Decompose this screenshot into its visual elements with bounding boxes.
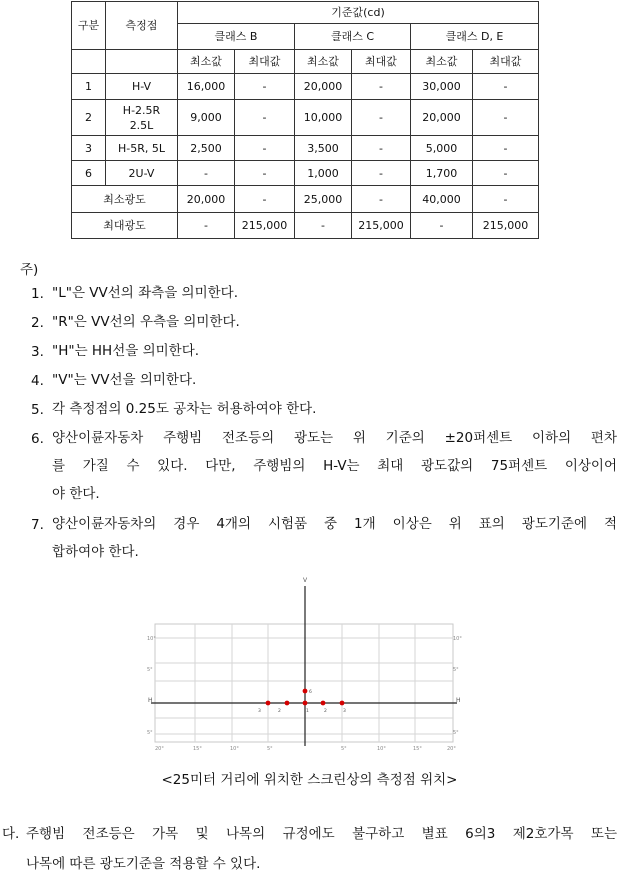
note-text: 야 한다.: [52, 486, 100, 502]
cell: 215,000: [473, 213, 539, 239]
point-label: 3: [258, 709, 261, 714]
measurement-point-h-v: [303, 701, 308, 706]
measurement-point-h-2-5l: [285, 701, 290, 706]
cell: 215,000: [352, 213, 411, 239]
cell: -: [235, 186, 295, 213]
header-class-c: 클래스 C: [295, 24, 411, 50]
note-text: 합하여야 한다.: [52, 544, 139, 560]
cell: -: [473, 161, 539, 186]
x-tick-label: 15°: [193, 746, 202, 752]
header-max: 최대값: [352, 50, 411, 74]
x-tick-label: 20°: [447, 746, 456, 752]
row-point: H-2.5R 2.5L: [106, 100, 178, 136]
h-label: H: [456, 697, 461, 704]
measurement-points-figure: [147, 576, 465, 756]
x-tick-label: 10°: [377, 746, 386, 752]
header-min: 최소값: [178, 50, 235, 74]
cell: 30,000: [411, 74, 473, 100]
cell: -: [473, 186, 539, 213]
note-number: 6.: [31, 431, 44, 447]
cell: -: [473, 74, 539, 100]
x-tick-label: 5°: [341, 746, 347, 752]
max-row-label: 최대광도: [72, 213, 178, 239]
cell: -: [295, 213, 352, 239]
paragraph-line: 주행빔 전조등은 가목 및 나목의 규정에도 불구하고 별표 6의3 제2호가목 또는: [26, 826, 617, 842]
cell: -: [235, 74, 295, 100]
cell: 3,500: [295, 136, 352, 161]
y-tick-label: 5°: [453, 667, 459, 673]
note-text: 양산이륜자동차 주행빔 전조등의 광도는 위 기준의 ±20퍼센트 이하의 편차: [52, 430, 617, 446]
row-no: 1: [72, 74, 106, 100]
y-tick-label: 5°: [147, 667, 153, 673]
header-min: 최소값: [295, 50, 352, 74]
cell: -: [473, 136, 539, 161]
cell: 20,000: [295, 74, 352, 100]
note-text: "H"는 HH선을 의미한다.: [52, 343, 200, 359]
row-no: 3: [72, 136, 106, 161]
header-max: 최대값: [235, 50, 295, 74]
cell: 5,000: [411, 136, 473, 161]
cell: -: [178, 213, 235, 239]
row-no: 6: [72, 161, 106, 186]
cell: -: [352, 74, 411, 100]
point-label: 6: [309, 690, 312, 695]
measurement-point-2u-v: [303, 689, 308, 694]
x-tick-label: 20°: [155, 746, 164, 752]
header-max: 최대값: [473, 50, 539, 74]
x-tick-label: 10°: [230, 746, 239, 752]
note-text: "V"는 VV선을 의미한다.: [52, 372, 197, 388]
header-point: 측정점: [106, 2, 178, 50]
h-label: H: [148, 697, 153, 704]
cell: 2,500: [178, 136, 235, 161]
y-tick-label: 10°: [453, 636, 462, 642]
point-label: 3: [343, 709, 346, 714]
cell: 20,000: [178, 186, 235, 213]
table-row: [72, 213, 539, 239]
cell: -: [411, 213, 473, 239]
header-class-de: 클래스 D, E: [411, 24, 539, 50]
cell: 1,000: [295, 161, 352, 186]
header-class-b: 클래스 B: [178, 24, 295, 50]
table-row: [72, 186, 539, 213]
row-point: H-V: [106, 74, 178, 100]
note-number: 4.: [31, 373, 44, 389]
cell: -: [352, 161, 411, 186]
y-tick-label: 5°: [453, 730, 459, 736]
note-number: 1.: [31, 286, 44, 302]
cell: -: [352, 186, 411, 213]
measurement-point-h-5l: [266, 701, 271, 706]
cell: 16,000: [178, 74, 235, 100]
note-text: "L"은 VV선의 좌측을 의미한다.: [52, 285, 238, 301]
x-tick-label: 5°: [267, 746, 273, 752]
row-point: 2U-V: [106, 161, 178, 186]
note-number: 3.: [31, 344, 44, 360]
cell: -: [178, 161, 235, 186]
point-label: 2: [324, 709, 327, 714]
cell: -: [235, 100, 295, 136]
note-text: "R"은 VV선의 우측을 의미한다.: [52, 314, 240, 330]
header-min: 최소값: [411, 50, 473, 74]
cell: -: [352, 136, 411, 161]
table-row: [72, 161, 539, 186]
note-number: 2.: [31, 315, 44, 331]
cell: -: [235, 161, 295, 186]
y-tick-label: 10°: [147, 636, 156, 642]
header-reference: 기준값(cd): [178, 2, 539, 24]
note-text: 각 측정점의 0.25도 공차는 허용하여야 한다.: [52, 401, 317, 417]
screen-diagram: [147, 576, 465, 752]
cell: 1,700: [411, 161, 473, 186]
note-text: 양산이륜자동차의 경우 4개의 시험품 중 1개 이상은 위 표의 광도기준에 적: [52, 516, 617, 532]
header-category: 구분: [72, 2, 106, 50]
cell: 215,000: [235, 213, 295, 239]
empty-cell: [72, 50, 106, 74]
cell: 40,000: [411, 186, 473, 213]
x-tick-label: 15°: [413, 746, 422, 752]
figure-caption: <25미터 거리에 위치한 스크린상의 측정점 위치>: [161, 772, 458, 788]
paragraph-line: 나목에 따른 광도기준을 적용할 수 있다.: [26, 856, 261, 872]
cell: 10,000: [295, 100, 352, 136]
luminous-intensity-table: [71, 1, 539, 239]
note-number: 5.: [31, 402, 44, 418]
table-row: [72, 136, 539, 161]
cell: 9,000: [178, 100, 235, 136]
row-no: 2: [72, 100, 106, 136]
min-row-label: 최소광도: [72, 186, 178, 213]
cell: -: [235, 136, 295, 161]
cell: -: [352, 100, 411, 136]
cell: -: [473, 100, 539, 136]
v-label: V: [303, 577, 308, 584]
table-row: [72, 100, 539, 136]
measurement-point-h-5r: [340, 701, 345, 706]
empty-cell: [106, 50, 178, 74]
cell: 20,000: [411, 100, 473, 136]
note-number: 7.: [31, 517, 44, 533]
notes-heading: 주): [20, 262, 39, 278]
point-label: 2: [278, 709, 281, 714]
point-label: 1: [306, 709, 309, 714]
row-point: H-5R, 5L: [106, 136, 178, 161]
note-text: 를 가질 수 있다. 다만, 주행빔의 H-V는 최대 광도값의 75퍼센트 이상이어: [52, 458, 617, 474]
table-row: [72, 74, 539, 100]
cell: 25,000: [295, 186, 352, 213]
measurement-point-h-2-5r: [321, 701, 326, 706]
y-tick-label: 5°: [147, 730, 153, 736]
paragraph-label: 다.: [2, 826, 20, 842]
